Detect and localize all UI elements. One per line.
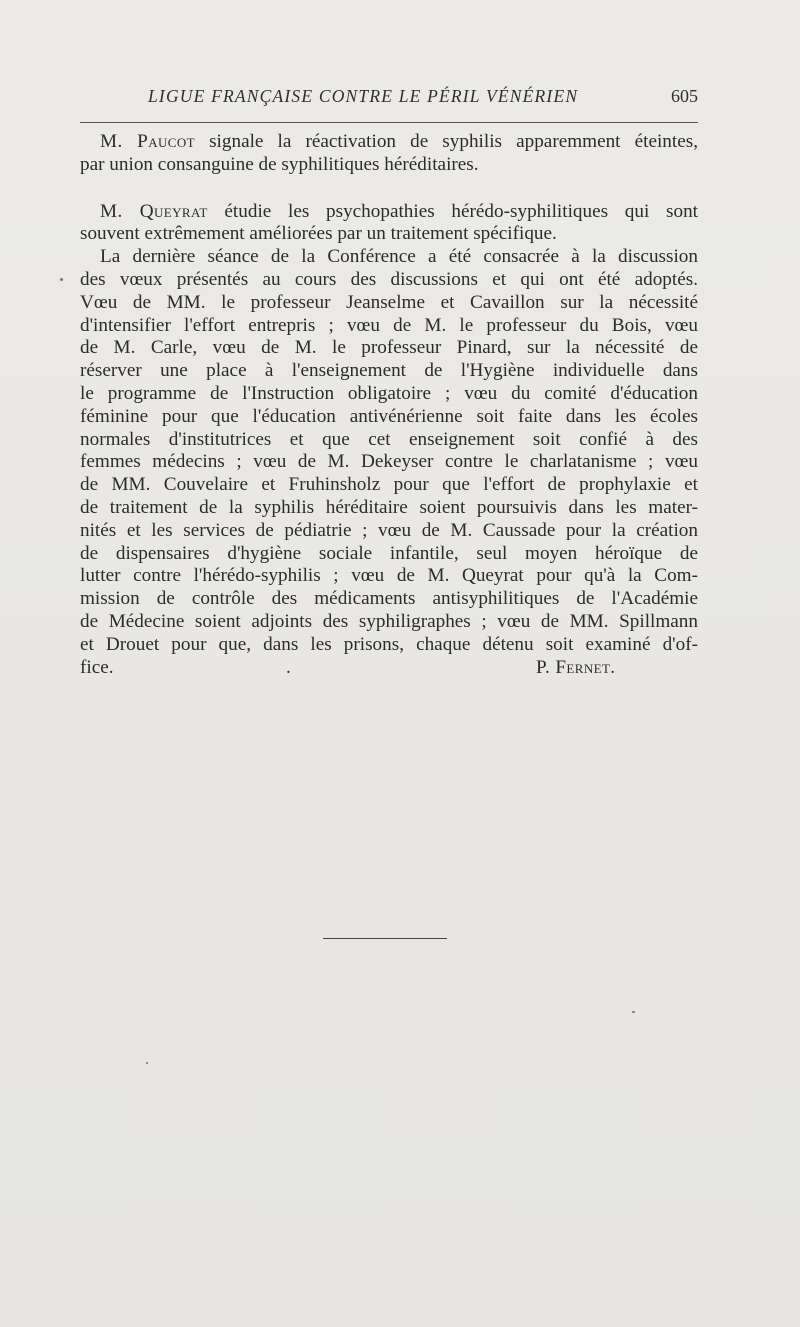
text-line: mission de contrôle des médicaments antisyphilitiques de l'Académie <box>80 588 698 610</box>
speaker-name: M. Queyrat <box>100 200 208 222</box>
text-line: La dernière séance de la Conférence a été consacrée à la discussion <box>100 246 698 268</box>
text-line <box>80 201 698 224</box>
text-line: souvent extrêmement améliorées par un traitement spécifique. <box>80 223 557 245</box>
text-line: normales d'institutrices et que cet enseignement soit confié à des <box>80 428 698 450</box>
text-line: nités et les services de pédiatrie ; vœu de M. Caussade pour la création <box>80 519 698 541</box>
page-number: 605 <box>671 86 698 106</box>
text-line: Vœu de MM. le professeur Jeanselme et Cavaillon sur la nécessité <box>80 291 698 313</box>
running-title: LIGUE FRANÇAISE CONTRE LE PÉRIL VÉNÉRIEN <box>148 86 579 106</box>
header-rule <box>80 122 698 123</box>
text-line: femmes médecins ; vœu de M. Dekeyser contre le charlatanisme ; vœu <box>80 451 698 473</box>
body-text <box>80 131 698 679</box>
text-line <box>80 131 698 154</box>
paragraph-gap <box>80 177 698 201</box>
speaker-name: M. Paucot <box>100 131 195 152</box>
text-line: de Médecine soient adjoints des syphiligraphes ; vœu de MM. Spillmann <box>80 610 698 632</box>
paragraph-queyrat <box>80 201 698 247</box>
running-head <box>80 86 698 110</box>
text-line: des vœux présentés au cours des discussions et qui ont été adoptés. <box>80 268 698 290</box>
author-signature: P. Fernet. <box>536 656 616 678</box>
paragraph-paucot <box>80 131 698 177</box>
paragraph-conference <box>80 246 698 679</box>
paper-speck <box>60 278 63 281</box>
text-line: d'intensifier l'effort entrepris ; vœu de M. le professeur du Bois, vœu <box>80 314 698 336</box>
text-line: de dispensaires d'hygiène sociale infantile, seul moyen héroïque de <box>80 542 698 564</box>
section-end-rule <box>323 938 447 939</box>
text-line: de MM. Couvelaire et Fruhinsholz pour que l'effort de prophylaxie et <box>80 474 698 496</box>
text-line: lutter contre l'hérédo-syphilis ; vœu de M. Queyrat pour qu'à la Com- <box>80 565 698 587</box>
text-line: de traitement de la syphilis héréditaire soient poursuivis dans les mater- <box>80 496 698 518</box>
final-text-line <box>80 657 698 680</box>
text-line: de M. Carle, vœu de M. le professeur Pinard, sur la nécessité de <box>80 337 698 359</box>
text-segment: signale la réactivation de syphilis apparemment éteintes, <box>195 131 699 152</box>
text-line: et Drouet pour que, dans les prisons, chaque détenu soit examiné d'of- <box>80 633 698 655</box>
text-segment: étudie les psychopathies hérédo-syphilitiques qui sont <box>207 200 698 222</box>
text-line: féminine pour que l'éducation antivénérienne soit faite dans les écoles <box>80 405 698 427</box>
text-line: par union consanguine de syphilitiques héréditaires. <box>80 153 479 175</box>
text-line: réserver une place à l'enseignement de l'Hygiène individuelle dans <box>80 360 698 382</box>
stray-dot: . <box>286 656 291 678</box>
text-line: le programme de l'Instruction obligatoire ; vœu du comité d'éducation <box>80 382 698 404</box>
paper-speck <box>632 1011 635 1013</box>
paper-speck <box>146 1062 148 1064</box>
text-segment: fice. <box>80 656 114 678</box>
